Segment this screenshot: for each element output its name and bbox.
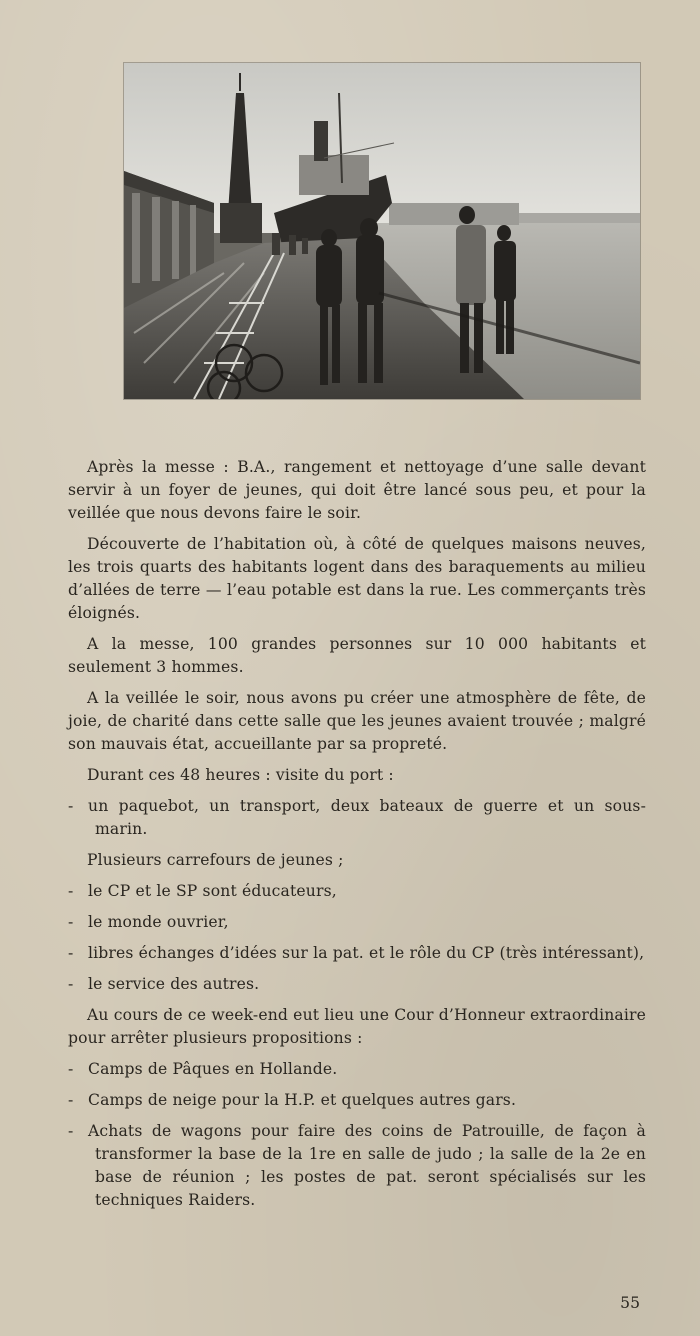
list-item-text: le monde ouvrier, xyxy=(88,913,229,931)
list-item xyxy=(68,1058,646,1081)
dash-marker: - xyxy=(68,944,74,962)
list-item xyxy=(68,880,646,903)
paragraph: Durant ces 48 heures : visite du port : xyxy=(87,766,394,784)
list-item-text: Camps de Pâques en Hollande. xyxy=(88,1060,338,1078)
paragraph: Découverte de l’habitation où, à côté de quelques maisons neuves, les trois quarts des habitants logent dans des baraquements au milieu d’allées de terre — l’eau potable est dans la rue. Les commerçants très éloignés. xyxy=(68,535,646,622)
list-item xyxy=(68,942,646,965)
dash-marker: - xyxy=(68,1122,74,1140)
dash-marker: - xyxy=(68,1060,74,1078)
list-item-text: le service des autres. xyxy=(88,975,260,993)
paragraph: Après la messe : B.A., rangement et nettoyage d’une salle devant servir à un foyer de jeunes, qui doit être lancé sous peu, et pour la veillée que nous devons faire le soir. xyxy=(68,458,646,522)
dash-marker: - xyxy=(68,975,74,993)
list-item-text: Camps de neige pour la H.P. et quelques autres gars. xyxy=(88,1091,517,1109)
dash-marker: - xyxy=(68,913,74,931)
harbor-photo-illustration xyxy=(124,63,640,399)
paragraph: A la veillée le soir, nous avons pu créer une atmosphère de fête, de joie, de charité dans cette salle que les jeunes avaient trouvée ; malgré son mauvais état, accueillante par sa propreté. xyxy=(68,689,646,753)
harbor-photo xyxy=(124,63,640,399)
paragraph: Au cours de ce week-end eut lieu une Cour d’Honneur extraordinaire pour arrêter plusieurs propositions : xyxy=(68,1006,646,1047)
list-item xyxy=(68,973,646,996)
page-number: 55 xyxy=(620,1294,640,1312)
list-item xyxy=(68,795,646,841)
list-item xyxy=(68,1089,646,1112)
dash-marker: - xyxy=(68,797,74,815)
paragraph: A la messe, 100 grandes personnes sur 10 000 habitants et seulement 3 hommes. xyxy=(68,635,646,676)
list-item-text: le CP et le SP sont éducateurs, xyxy=(88,882,337,900)
list-item-text: Achats de wagons pour faire des coins de Patrouille, de façon à transformer la base de la 1re en salle de judo ; la salle de la 2e en base de réunion ; les postes de pat. seront spécialisés sur les techniques Raiders. xyxy=(88,1122,646,1209)
list-item xyxy=(68,1120,646,1212)
paragraph: Plusieurs carrefours de jeunes ; xyxy=(87,851,344,869)
dash-marker: - xyxy=(68,882,74,900)
list-item-text: un paquebot, un transport, deux bateaux de guerre et un sous-marin. xyxy=(88,797,646,838)
list-item xyxy=(68,911,646,934)
list-item-text: libres échanges d’idées sur la pat. et le rôle du CP (très intéressant), xyxy=(88,944,645,962)
body-text xyxy=(68,456,646,1220)
dash-marker: - xyxy=(68,1091,74,1109)
